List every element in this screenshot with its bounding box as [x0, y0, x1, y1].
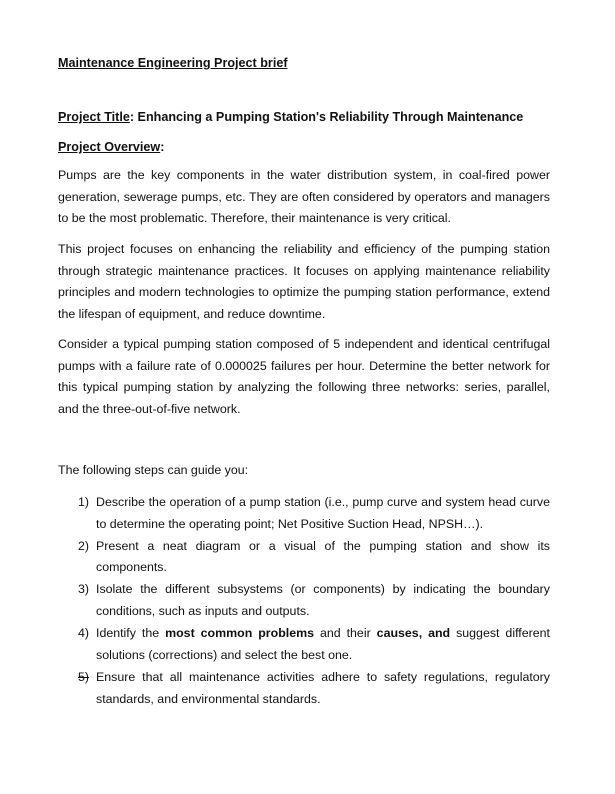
step-text-part: Identify the [96, 626, 166, 641]
overview-heading [58, 140, 164, 154]
project-title-text: : Enhancing a Pumping Station's Reliability Through Maintenance [129, 110, 524, 124]
project-title [58, 110, 523, 124]
step-text: Present a neat diagram or a visual of the pumping station and show its components. [96, 538, 550, 575]
step-text: Describe the operation of a pump station (i.e., pump curve and system head curve to determine the operating point; Net Positive Suction Head, NPSH…). [96, 495, 550, 531]
overview-label: Project Overview [58, 140, 161, 154]
step-text-part: suggest different solutions (corrections) and select the best one. [96, 626, 550, 662]
overview-colon: : [160, 140, 165, 154]
brief-title: Maintenance Engineering Project brief [58, 56, 288, 70]
step-bold-text: most common problems [165, 626, 315, 641]
steps-list [58, 492, 550, 711]
step-text: Ensure that all maintenance activities adhere to safety regulations, regulatory standards, and environmental standards. [96, 669, 550, 706]
list-item [58, 623, 550, 666]
step-text: Isolate the different subsystems (or components) by indicating the boundary conditions, such as inputs and outputs. [96, 582, 550, 619]
project-title-label: Project Title [58, 110, 130, 124]
step-number: 1) [78, 495, 90, 509]
steps-intro: The following steps can guide you: [58, 463, 249, 477]
step-text-part: and their [314, 626, 377, 641]
paragraph-focus: This project focuses on enhancing the reliability and efficiency of the pumping station through strategic maintenance practices. It focuses on applying maintenance reliability principles and modern technologies to optimize the pumping station performance, extend the lifespan of equipment, and reduce downtime. [58, 242, 550, 322]
step-number: 2) [78, 538, 90, 553]
list-item [58, 667, 550, 710]
step-number: 3) [78, 582, 90, 597]
paragraph-task: Consider a typical pumping station composed of 5 independent and identical centrifugal pumps with a failure rate of 0.000025 failures per hour. Determine the better network for this typical pumping station by analyzing the following three networks: series, parallel, and the three-out-of-five network. [58, 337, 550, 417]
list-item [58, 579, 550, 622]
list-item [58, 492, 550, 535]
paragraph-intro: Pumps are the key components in the water distribution system, in coal-fired power generation, sewerage pumps, etc. They are often considered by operators and managers to be the most problematic. Therefore, their maintenance is very critical. [58, 168, 550, 226]
step-number: 5) [78, 669, 90, 684]
list-item [58, 536, 550, 579]
step-number: 4) [78, 626, 90, 641]
step-bold-text: causes, and [376, 626, 451, 641]
